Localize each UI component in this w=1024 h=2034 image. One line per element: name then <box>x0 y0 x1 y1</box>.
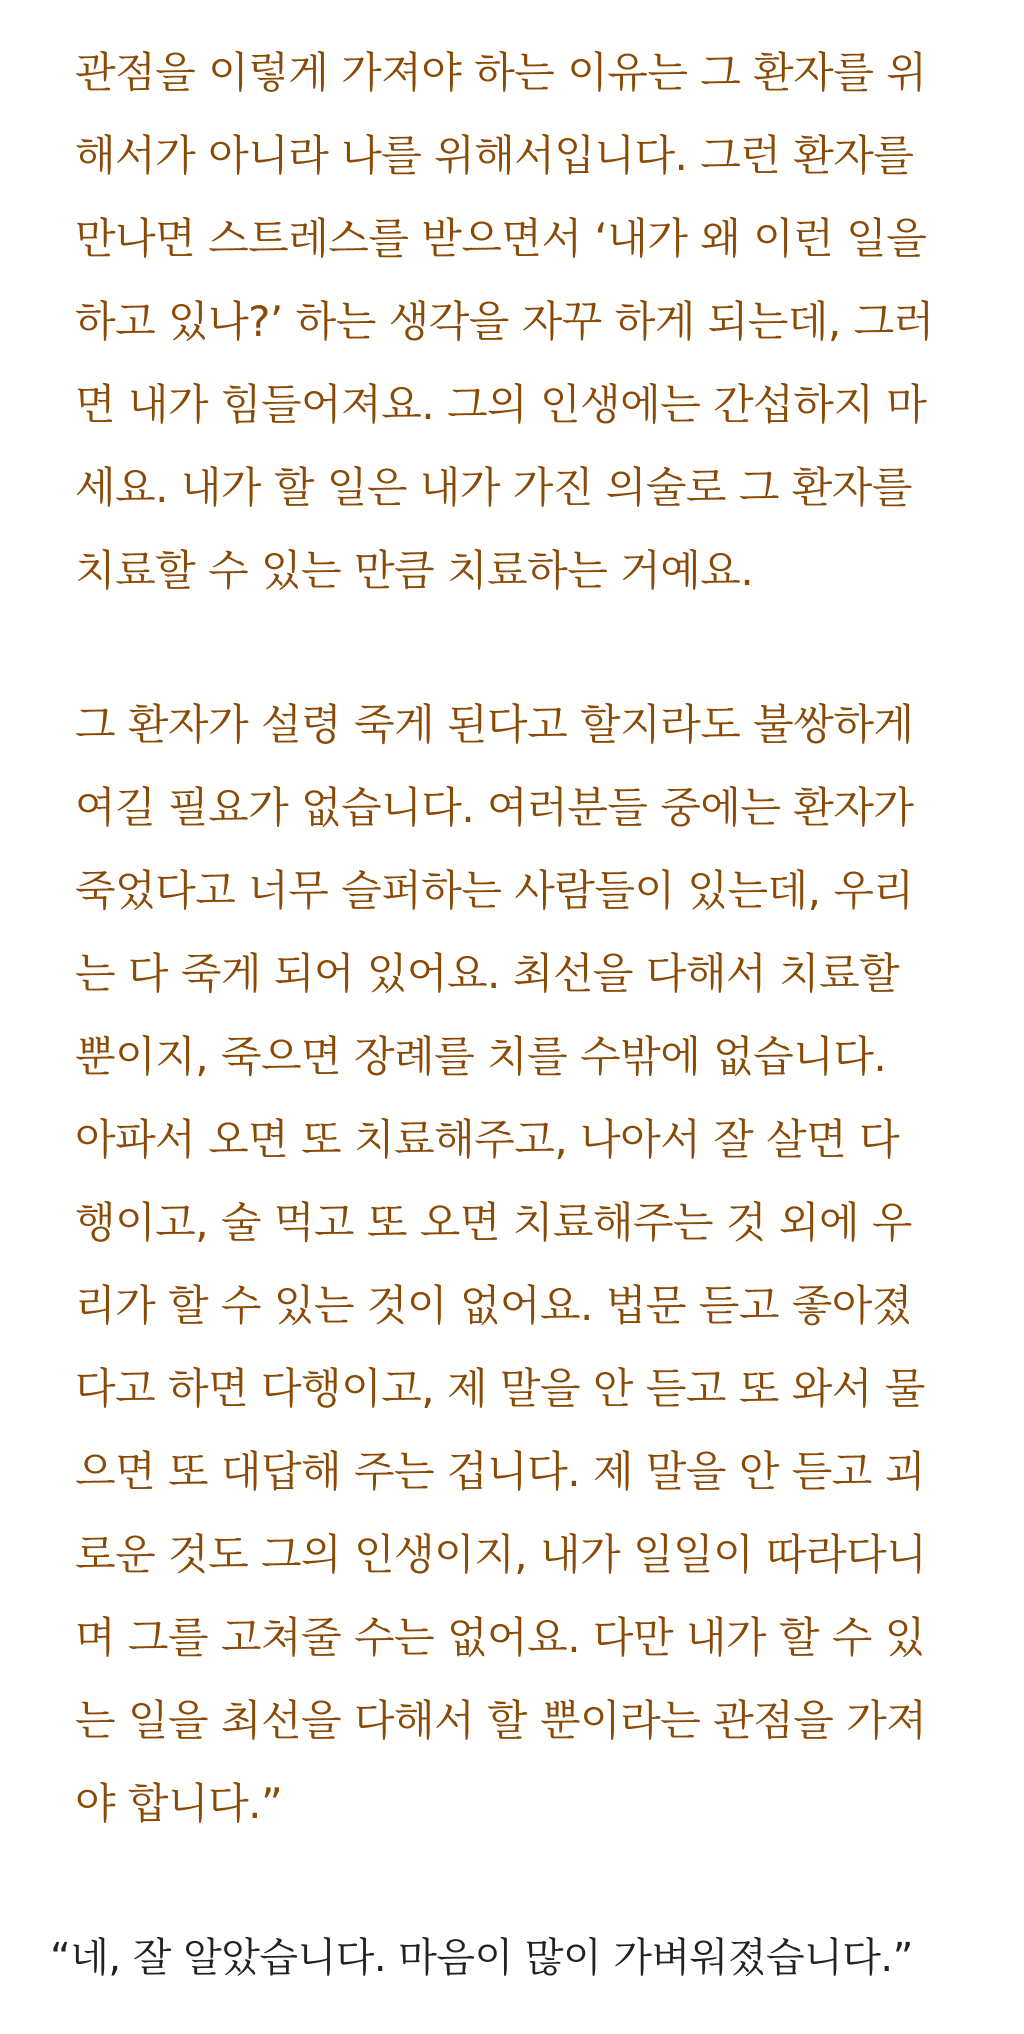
text-line: “네, 잘 알았습니다. 마음이 많이 가벼워졌습니다.” <box>50 1935 913 1981</box>
text-line: 세요. 내가 할 일은 내가 가진 의술로 그 환자를 <box>75 463 912 512</box>
text-line: 그 환자가 설령 죽게 된다고 할지라도 불쌍하게 <box>75 700 914 749</box>
text-line: 야 합니다.” <box>75 1779 283 1828</box>
text-line: 하고 있나?’ 하는 생각을 자꾸 하게 되는데, 그러 <box>75 297 934 346</box>
text-line: 죽었다고 너무 슬퍼하는 사람들이 있는데, 우리 <box>75 866 914 915</box>
text-line: 으면 또 대답해 주는 겁니다. 제 말을 안 듣고 괴 <box>75 1447 925 1496</box>
text-line: 만나면 스트레스를 받으면서 ‘내가 왜 이런 일을 <box>75 214 927 263</box>
text-line: 며 그를 고쳐줄 수는 없어요. 다만 내가 할 수 있 <box>75 1613 925 1662</box>
text-line: 관점을 이렇게 가져야 하는 이유는 그 환자를 위 <box>75 48 927 97</box>
text-line: 는 다 죽게 되어 있어요. 최선을 다해서 치료할 <box>75 949 900 998</box>
text-line: 다고 하면 다행이고, 제 말을 안 듣고 또 와서 물 <box>75 1364 925 1413</box>
text-line: 아파서 오면 또 치료해주고, 나아서 잘 살면 다 <box>75 1115 900 1164</box>
text-line: 여길 필요가 없습니다. 여러분들 중에는 환자가 <box>75 783 914 832</box>
text-line: 는 일을 최선을 다해서 할 뿐이라는 관점을 가져 <box>75 1696 927 1745</box>
text-line: 면 내가 힘들어져요. 그의 인생에는 간섭하지 마 <box>75 380 927 429</box>
text-line: 치료할 수 있는 만큼 치료하는 거예요. <box>75 546 754 595</box>
text-line: 리가 할 수 있는 것이 없어요. 법문 듣고 좋아졌 <box>75 1281 912 1330</box>
text-line: 로운 것도 그의 인생이지, 내가 일일이 따라다니 <box>75 1530 927 1579</box>
text-line: 행이고, 술 먹고 또 오면 치료해주는 것 외에 우 <box>75 1198 912 1247</box>
text-line: 해서가 아니라 나를 위해서입니다. 그런 환자를 <box>75 131 914 180</box>
text-line: 뿐이지, 죽으면 장례를 치를 수밖에 없습니다. <box>75 1032 887 1081</box>
